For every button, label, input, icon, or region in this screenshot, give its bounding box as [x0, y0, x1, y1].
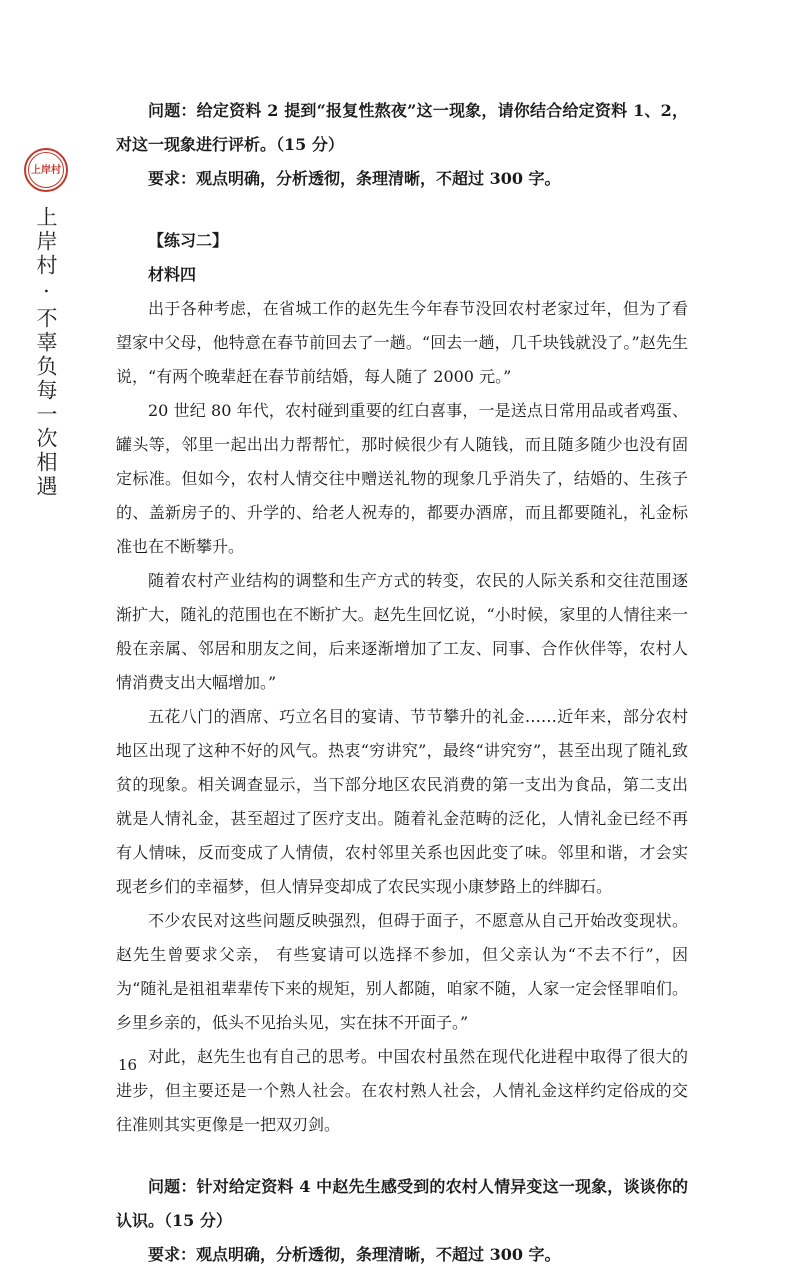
- brand-sidebar: [22, 148, 74, 499]
- paragraph: 五花八门的酒席、巧立名目的宴请、节节攀升的礼金……近年来，部分农村地区出现了这种不好的风气。热衷“穷讲究”，最终“讲究穷”，甚至出现了随礼致贫的现象。相关调查显示，当下部分地区农民消费的第一支出为食品，第二支出就是人情礼金，甚至超过了医疗支出。随着礼金范畴的泛化，人情礼金已经不再有人情味，反而变成了人情债，农村邻里关系也因此变了味。邻里和谐，才会实现老乡们的幸福梦，但人情异变却成了农民实现小康梦路上的绊脚石。: [116, 707, 688, 896]
- brand-slogan: 上岸村 · 不辜负每一次相遇: [34, 206, 58, 500]
- main-content: [116, 94, 688, 1272]
- paragraph: 随着农村产业结构的调整和生产方式的转变，农民的人际关系和交往范围逐渐扩大，随礼的范围也在不断扩大。赵先生回忆说，“小时候，家里的人情往来一般在亲属、邻居和朋友之间，后来逐渐增加了工友、同事、合作伙伴等，农村人情消费支出大幅增加。”: [116, 571, 688, 692]
- paragraph: 20 世纪 80 年代，农村碰到重要的红白喜事，一是送点日常用品或者鸡蛋、罐头等，邻里一起出出力帮帮忙，那时候很少有人随钱，而且随多随少也没有固定标准。但如今，农村人情交往中赠送礼物的现象几乎消失了，结婚的、生孩子的、盖新房子的、升学的、给老人祝寿的，都要办酒席，而且都要随礼，礼金标准也在不断攀升。: [116, 401, 688, 556]
- question-2-requirement: 要求：观点明确，分析透彻，条理清晰，不超过 300 字。: [148, 1245, 561, 1264]
- question-2: [116, 1170, 688, 1272]
- paragraph: 出于各种考虑，在省城工作的赵先生今年春节没回农村老家过年，但为了看望家中父母，他特意在春节前回去了一趟。“回去一趟，几千块钱就没了。”赵先生说，“有两个晚辈赶在春节前结婚，每人随了 2000 元。”: [116, 299, 688, 386]
- section-title: 【练习二】: [148, 231, 229, 250]
- seal-logo: [24, 148, 68, 192]
- seal-text: 上岸村: [28, 152, 64, 188]
- question-2-text: 问题：针对给定资料 4 中赵先生感受到的农村人情异变这一现象，谈谈你的认识。（15 分）: [116, 1177, 688, 1230]
- question-1-requirement: 要求：观点明确，分析透彻，条理清晰，不超过 300 字。: [148, 169, 561, 188]
- paragraph: 不少农民对这些问题反映强烈，但碍于面子，不愿意从自己开始改变现状。赵先生曾要求父亲， 有些宴请可以选择不参加，但父亲认为“不去不行”，因为“随礼是祖祖辈辈传下来的规矩，别人都随，咱家不随，人家一定会怪罪咱们。乡里乡亲的，低头不见抬头见，实在抹不开面子。”: [116, 911, 688, 1032]
- material-title: 材料四: [148, 265, 197, 284]
- paragraph: 对此，赵先生也有自己的思考。中国农村虽然在现代化进程中取得了很大的进步，但主要还是一个熟人社会。在农村熟人社会，人情礼金这样约定俗成的交往准则其实更像是一把双刃剑。: [116, 1047, 688, 1134]
- page-number: 16: [118, 1056, 138, 1074]
- question-1-text: 问题：给定资料 2 提到“报复性熬夜”这一现象，请你结合给定资料 1、2，对这一现象进行评析。（15 分）: [116, 101, 688, 154]
- question-1: [116, 94, 688, 196]
